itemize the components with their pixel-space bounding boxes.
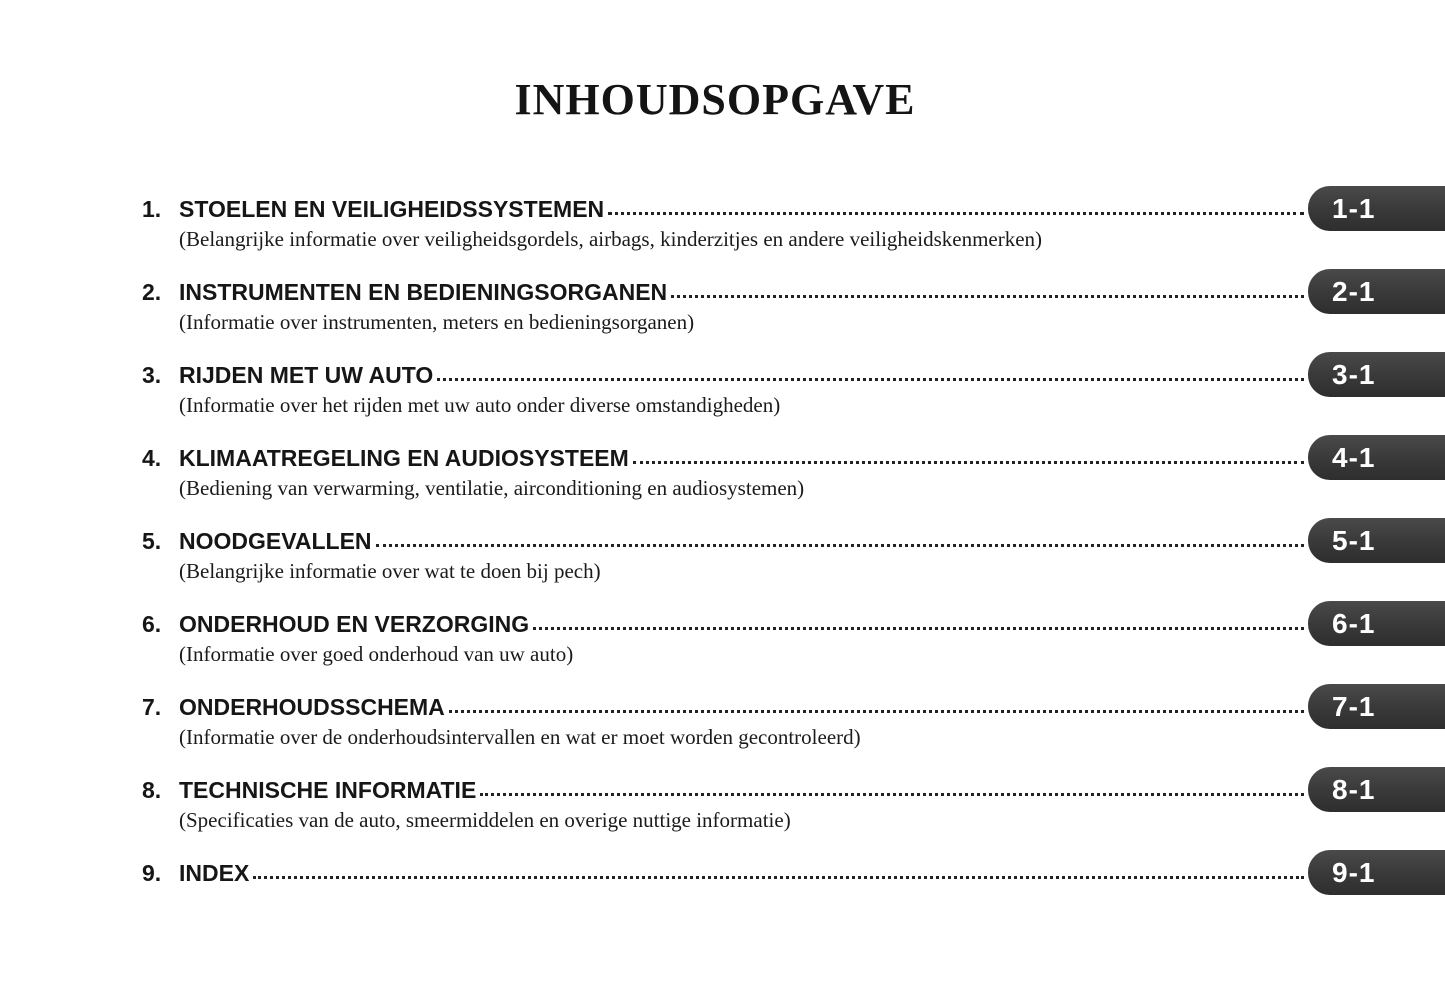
toc-entry-title[interactable]: STOELEN EN VEILIGHEIDSSYSTEMEN [179,196,605,222]
toc-entry-title[interactable]: INSTRUMENTEN EN BEDIENINGSORGANEN [179,279,668,305]
toc-entry-description: (Bediening van verwarming, ventilatie, airconditioning en audiosystemen) [179,476,805,500]
toc-entry-title[interactable]: KLIMAATREGELING EN AUDIOSYSTEEM [179,445,629,471]
toc-entry-7[interactable] [0,684,1445,767]
chapter-tab[interactable]: 5-1 [1308,518,1445,563]
chapter-tab[interactable]: 7-1 [1308,684,1445,729]
dot-leader [480,793,1304,796]
toc-entry-5[interactable] [0,518,1445,601]
toc-entry-heading [142,528,1304,555]
toc-entry-8[interactable] [0,767,1445,850]
toc-entry-3[interactable] [0,352,1445,435]
chapter-tab[interactable]: 3-1 [1308,352,1445,397]
page-title: INHOUDSOPGAVE [514,75,916,124]
toc-entry-title[interactable]: INDEX [179,860,250,886]
chapter-tab[interactable]: 1-1 [1308,186,1445,231]
dot-leader [449,710,1304,713]
toc-entry-heading [142,279,1304,306]
dot-leader [671,295,1304,298]
dot-leader [533,627,1304,630]
toc-entry-description: (Informatie over de onderhoudsintervallen en wat er moet worden gecontroleerd) [179,725,861,749]
toc-entry-6[interactable] [0,601,1445,684]
toc-entry-title[interactable]: NOODGEVALLEN [179,528,372,554]
toc-entry-description: (Informatie over instrumenten, meters en bedieningsorganen) [179,310,695,334]
toc-entry-description: (Specificaties van de auto, smeermiddelen en overige nuttige informatie) [179,808,791,832]
chapter-tab[interactable]: 4-1 [1308,435,1445,480]
chapter-tab[interactable]: 2-1 [1308,269,1445,314]
toc-entry-heading [142,860,1304,887]
toc-entry-description: (Belangrijke informatie over wat te doen bij pech) [179,559,601,583]
toc-entry-4[interactable] [0,435,1445,518]
toc-entry-heading [142,694,1304,721]
toc-entry-number: 4. [142,445,162,471]
toc-entry-heading [142,445,1304,472]
toc-entry-title[interactable]: TECHNISCHE INFORMATIE [179,777,477,803]
table-of-contents [0,186,1445,933]
dot-leader [437,378,1304,381]
toc-entry-description: (Belangrijke informatie over veiligheidsgordels, airbags, kinderzitjes en andere veiligheidskenmerken) [179,227,1043,251]
toc-entry-number: 3. [142,362,162,388]
dot-leader [633,461,1304,464]
toc-entry-heading [142,196,1304,223]
dot-leader [253,876,1304,879]
toc-entry-heading [142,777,1304,804]
chapter-tab[interactable]: 9-1 [1308,850,1445,895]
toc-entry-number: 6. [142,611,162,637]
toc-entry-heading [142,362,1304,389]
toc-entry-number: 2. [142,279,162,305]
toc-entry-title[interactable]: RIJDEN MET UW AUTO [179,362,434,388]
chapter-tab[interactable]: 6-1 [1308,601,1445,646]
toc-entry-title[interactable]: ONDERHOUDSSCHEMA [179,694,445,720]
toc-entry-title[interactable]: ONDERHOUD EN VERZORGING [179,611,530,637]
toc-entry-number: 9. [142,860,162,886]
dot-leader [608,212,1304,215]
toc-entry-1[interactable] [0,186,1445,269]
toc-entry-number: 1. [142,196,162,222]
toc-entry-heading [142,611,1304,638]
toc-entry-description: (Informatie over goed onderhoud van uw auto) [179,642,574,666]
toc-entry-number: 7. [142,694,162,720]
toc-entry-9[interactable] [0,850,1445,933]
dot-leader [376,544,1304,547]
chapter-tab[interactable]: 8-1 [1308,767,1445,812]
toc-entry-number: 5. [142,528,162,554]
toc-entry-description: (Informatie over het rijden met uw auto onder diverse omstandigheden) [179,393,781,417]
toc-entry-2[interactable] [0,269,1445,352]
toc-entry-number: 8. [142,777,162,803]
